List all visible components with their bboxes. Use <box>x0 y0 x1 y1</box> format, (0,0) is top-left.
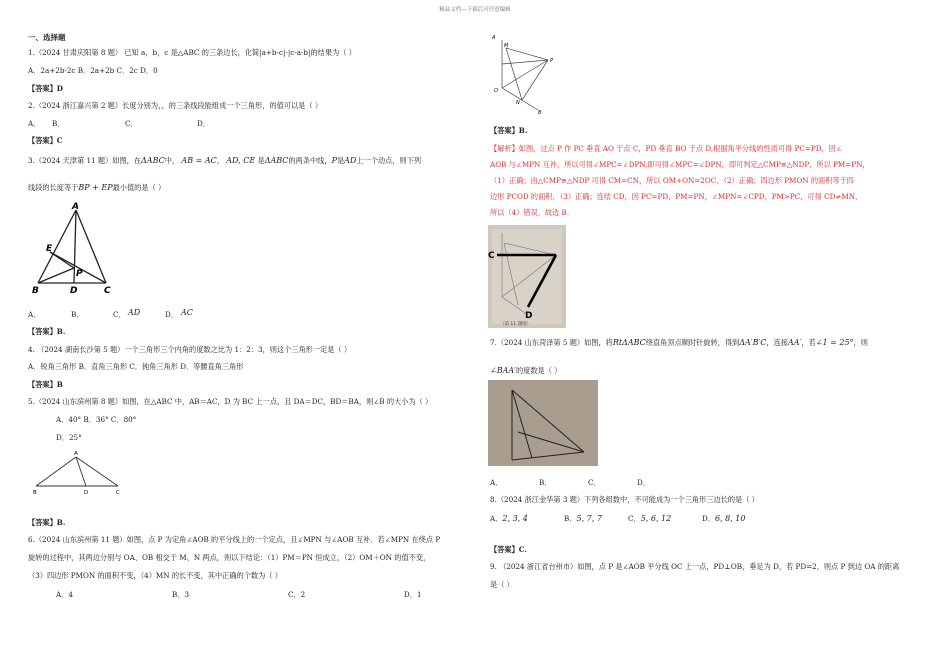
q2-option-d: D． <box>197 119 210 128</box>
q3-math: BP + EP <box>78 183 113 192</box>
q3-option-d-value: AC <box>181 308 193 317</box>
q3-option-d: D． <box>165 310 178 319</box>
q8-option-letter: A． <box>490 514 503 523</box>
q6-solution-photo <box>488 225 566 328</box>
page-header: 精品文档---下载后可任意编辑 <box>439 7 511 13</box>
q6-answer: 【答案】B. <box>490 126 528 135</box>
q8-option-d <box>702 514 745 524</box>
q3-seg: 线段的长度等于 <box>28 183 79 192</box>
q2-answer: 【答案】C <box>28 136 63 145</box>
q7-math: RtΔABC <box>612 338 646 347</box>
label-d: D <box>70 286 78 296</box>
q8-option-letter: B． <box>564 514 577 523</box>
q3-text-line2 <box>28 183 165 193</box>
label-d: D <box>525 311 533 321</box>
q3-seg: 的两条中线， <box>288 156 332 165</box>
q7-math: ∠1 = 25° <box>815 338 854 347</box>
q4-text: 4. （2024 湖南长沙第 5 题）一个三角形三个内角的度数之比为 1：2：3，则这个三角形一定是（ ） <box>28 345 352 354</box>
q8-option-value: 5, 7, 7 <box>576 514 602 523</box>
q3-seg: 最小值的是（ ） <box>112 183 166 192</box>
q7-seg: ，若 <box>801 338 816 347</box>
q6-text-line2: 旋转的过程中，其两边分别与 OA、OB 相交于 M、N 两点，则以下结论：（1）PM＝PN 恒成立，（2）OM＋ON 的值不变， <box>28 553 431 562</box>
q5-option-d: D．25° <box>56 433 82 442</box>
q8-option-value: 2, 3, 4 <box>502 514 528 523</box>
q6-solution-line4: 边形 PCOD 的面积，（3）正确；连结 CD，因 PC=PD，PM=PN，∠MPN=∠CPD，PM>PC，可得 CD≠MN， <box>490 192 863 201</box>
q6-text-line3: （3）四边形 PMON 的面积不变，（4）MN 的长不变，其中正确的个数为（ ） <box>28 571 282 580</box>
q6-solution-line3: （1）正确；由△CMP≌△NDP 可得 CM=CN，所以 OM+ON=2OC，（2）正确；四边形 PMON 的面积等于四 <box>490 176 854 185</box>
q8-answer: 【答案】C. <box>490 545 527 554</box>
label-n: N <box>516 100 520 106</box>
q5-triangle-figure <box>28 448 128 498</box>
q4-options: A．锐角三角形 B．直角三角形 C．钝角三角形 D．等腰直角三角形 <box>28 362 244 371</box>
q7-seg: 绕直角顶点顺时针旋转，得到 <box>645 338 740 347</box>
q7-option-c: C． <box>588 478 601 487</box>
q8-option-b <box>564 514 602 524</box>
q2-option-b: B． <box>52 119 65 128</box>
photo-caption: （第 11 题图） <box>500 322 532 327</box>
q3-seg: 是 <box>336 156 345 165</box>
q9-text-line1: 9. （2024 浙江省台州市）如图，点 P 是∠AOB 平分线 OC 上一点，PD⊥OB，垂足为 D，若 PD=2，则点 P 到边 OA 的距离 <box>490 562 900 571</box>
label-c: C <box>488 251 495 261</box>
q7-option-d: D． <box>637 478 650 487</box>
q7-rotation-photo <box>488 380 598 466</box>
q7-math: AA′ <box>788 338 802 347</box>
label-p: P <box>550 58 554 64</box>
q6-option-b: B．3 <box>172 590 190 599</box>
section-title: 一、选择题 <box>28 33 66 42</box>
q7-text-line2 <box>490 366 561 376</box>
q6-solution-line2: AOB 与∠MPN 互补，所以可得∠MPC=∠DPN,即可得∠MPC=∠DPN，即可判定△CMP≌△NDP，所以 PM=PN， <box>490 160 870 169</box>
q6-option-d: D．1 <box>404 590 422 599</box>
q7-seg: ，连接 <box>766 338 788 347</box>
q6-option-c: C．2 <box>288 590 306 599</box>
q9-text-line2: 是（ ） <box>490 580 514 589</box>
q3-seg: 3.（2024 天津第 11 题）如图，在 <box>28 156 142 165</box>
q7-option-b: B． <box>539 478 552 487</box>
q3-math: P <box>331 156 337 165</box>
q8-option-c <box>628 514 671 524</box>
q3-option-c-value: AD <box>128 308 141 317</box>
q7-seg: 7.（2024 山东菏泽第 5 题）如图，将 <box>490 338 613 347</box>
q8-option-letter: D． <box>702 514 715 523</box>
q8-option-a <box>490 514 528 524</box>
q7-seg: 的度数是（ ） <box>515 366 562 375</box>
label-e: E <box>46 244 53 254</box>
q4-answer: 【答案】B <box>28 380 63 389</box>
q2-option-a: A． <box>28 119 41 128</box>
q3-option-b: B． <box>71 310 84 319</box>
q3-math: ΔABC <box>141 156 165 165</box>
label-p: P <box>76 269 83 279</box>
label-o: O <box>494 88 498 94</box>
q3-option-a: A． <box>28 310 41 319</box>
q1-text: 1.（2024 甘肃庆阳第 8 题） 已知 a，b，c 是△ABC 的三条边长，化简|a+b-c|-|c-a-b|的结果为（ ） <box>28 48 356 57</box>
q3-answer: 【答案】B. <box>28 327 66 336</box>
label-a: A <box>72 202 79 212</box>
label-c: C <box>116 490 120 496</box>
q8-text: 8.（2024 浙江金华第 3 题）下列各组数中，不可能成为一个三角形三边长的是（ ） <box>490 495 759 504</box>
q3-seg: 中， <box>164 156 180 165</box>
q3-math: AD <box>344 156 357 165</box>
q6-solution-line5: 所以（4）错误，故选 B. <box>490 208 570 217</box>
q2-text: 2.（2024 浙江嘉兴第 2 题）长度分别为，，的三条线段能组成一个三角形，的值可以是（ ） <box>28 101 323 110</box>
label-b: B <box>538 110 542 116</box>
q7-math: ∠BAA′ <box>490 366 516 375</box>
q3-seg: 上一个动点，则下列 <box>356 156 422 165</box>
q3-seg: ， <box>216 156 224 165</box>
label-a: A <box>74 451 78 457</box>
label-a: A <box>492 35 496 41</box>
label-b: B <box>32 286 39 296</box>
q8-option-value: 6, 8, 10 <box>714 514 746 523</box>
q1-answer: 【答案】D <box>28 84 63 93</box>
q3-option-c: C． <box>113 310 126 319</box>
label-d: D <box>84 490 89 496</box>
label-m: M <box>504 43 509 49</box>
q3-math: ΔABC <box>264 156 289 165</box>
q5-text: 5.（2024 山东滨州第 8 题）如图，在△ABC 中，AB＝AC，D 为 BC 上一点，且 DA＝DC，BD＝BA，则∠B 的大小为（ ） <box>28 397 433 406</box>
q6-angle-figure <box>488 30 573 118</box>
q3-math: AB = AC <box>181 156 217 165</box>
q7-seg: ，则 <box>853 338 868 347</box>
q3-math: AD, CE <box>226 156 256 165</box>
q2-option-c: C． <box>125 119 138 128</box>
q6-option-a: A．4 <box>56 590 73 599</box>
q1-options: A．2a+2b-2c B．2a+2b C．2c D．0 <box>28 66 158 75</box>
q6-solution-line1: 【解析】如图，过点 P 作 PC 垂直 AO 于点 C，PD 垂直 BO 于点 D,根据角平分线的性质可得 PC=PD，因∠ <box>490 144 842 153</box>
q7-option-a: A． <box>490 478 503 487</box>
label-c: C <box>104 286 111 296</box>
q7-text <box>490 338 868 348</box>
q3-seg: 是 <box>257 156 265 165</box>
q3-text <box>28 156 421 166</box>
q3-triangle-figure <box>28 200 118 300</box>
q8-option-value: 5, 6, 12 <box>640 514 672 523</box>
q7-math: ΔA′B′C <box>739 338 767 347</box>
q5-options: A．40° B．36° C．80° <box>56 415 137 424</box>
q5-answer: 【答案】B. <box>28 518 66 527</box>
q6-text-line1: 6.（2024 山东滨州第 11 题）如图，点 P 为定角∠AOB 的平分线上的一个定点，且∠MPN 与∠AOB 互补．若∠MPN 在绕点 P <box>28 535 441 544</box>
label-b: B <box>33 490 37 496</box>
q8-option-letter: C． <box>628 514 641 523</box>
